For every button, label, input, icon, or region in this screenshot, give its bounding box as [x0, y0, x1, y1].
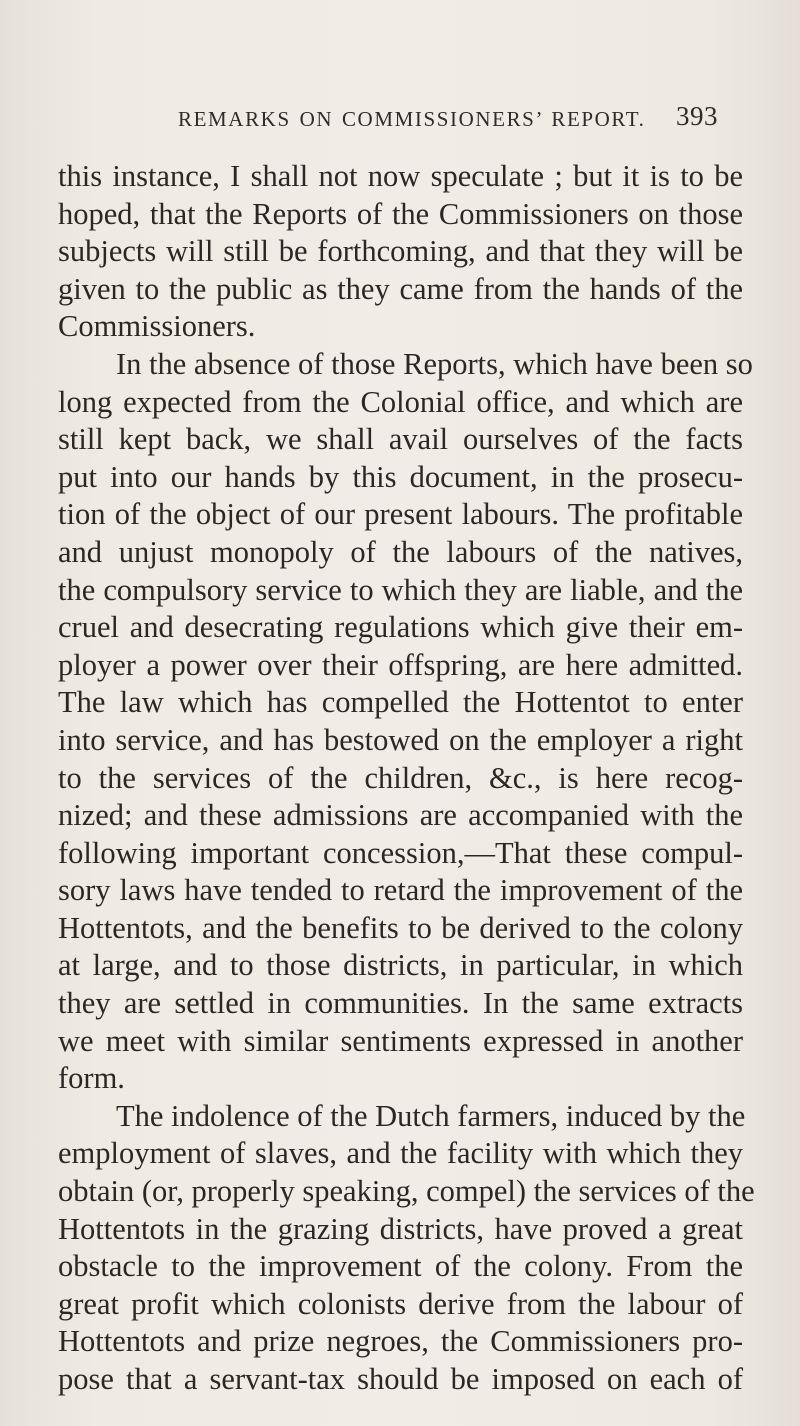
paragraph-start-line: The indolence of the Dutch farmers, induced by the [116, 1098, 746, 1133]
text-line: The law which has compelled the Hottentot to enter [58, 685, 743, 720]
text-line: obstacle to the improvement of the colony. From the [58, 1249, 743, 1284]
text-line: form. [58, 1061, 125, 1096]
text-line: tion of the object of our present labours. The profitable [58, 497, 743, 532]
text-line: at large, and to those districts, in particular, in which [58, 948, 743, 983]
text-line: given to the public as they came from the hands of the [58, 271, 743, 306]
text-line: Hottentots in the grazing districts, have proved a great [58, 1211, 743, 1246]
running-head [178, 101, 718, 137]
text-line: we meet with similar sentiments expressed in another [58, 1023, 743, 1058]
text-line: employment of slaves, and the facility with which they [58, 1136, 743, 1171]
body-text [58, 158, 755, 1399]
text-line: the compulsory service to which they are liable, and the [58, 572, 743, 607]
text-line: sory laws have tended to retard the improvement of the [58, 873, 743, 908]
text-line: nized; and these admissions are accompanied with the [58, 798, 743, 833]
text-line: obtain (or, properly speaking, compel) the services of the [58, 1174, 755, 1209]
running-title: REMARKS ON COMMISSIONERS’ REPORT. [178, 107, 646, 131]
text-line: long expected from the Colonial office, and which are [58, 384, 743, 419]
text-line: and unjust monopoly of the labours of the natives, [58, 534, 743, 569]
text-line: cruel and desecrating regulations which give their em- [58, 610, 743, 645]
text-line: to the services of the children, &c., is here recog- [58, 760, 743, 795]
text-line: hoped, that the Reports of the Commissioners on those [58, 196, 743, 231]
text-line: subjects will still be forthcoming, and that they will be [58, 234, 743, 269]
paragraph-start-line: In the absence of those Reports, which have been so [116, 346, 753, 381]
text-line: ployer a power over their offspring, are here admitted. [58, 647, 743, 682]
text-line: put into our hands by this document, in the prosecu- [58, 459, 743, 494]
text-line: Hottentots and prize negroes, the Commissioners pro- [58, 1324, 743, 1359]
text-line: this instance, I shall not now speculate ; but it is to be [58, 159, 743, 193]
text-line: following important concession,—That these compul- [58, 835, 743, 870]
text-line: pose that a servant-tax should be imposed on each of [58, 1362, 743, 1396]
page-number: 393 [676, 101, 718, 131]
text-line: Commissioners. [58, 309, 256, 344]
text-line: they are settled in communities. In the same extracts [58, 986, 743, 1021]
text-line: Hottentots, and the benefits to be derived to the colony [58, 910, 743, 945]
text-line: into service, and has bestowed on the employer a right [58, 722, 743, 757]
text-line: great profit which colonists derive from the labour of [58, 1286, 743, 1321]
text-line: still kept back, we shall avail ourselves of the facts [58, 422, 743, 457]
